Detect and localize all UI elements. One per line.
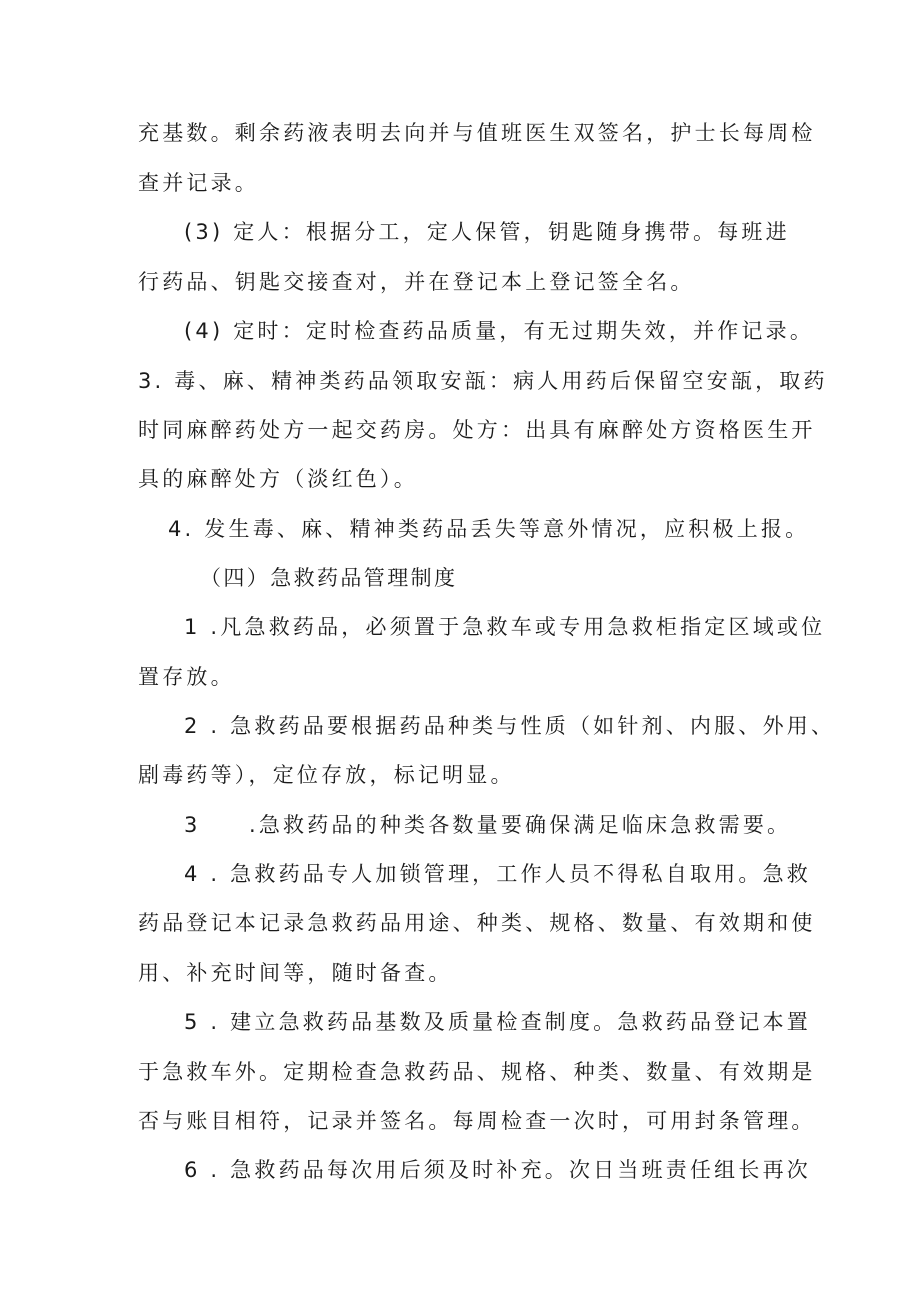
section-4-text: 4. 发生毒、麻、精神类药品丢失等意外情况，应积极上报。 bbox=[168, 517, 810, 541]
body-text-line: 具的麻醉处方（淡红色）。 bbox=[138, 467, 418, 491]
body-text-line: 行药品、钥匙交接查对，并在登记本上登记签全名。 bbox=[138, 270, 695, 294]
list-item-4-text: (4) 定时：定时检查药品质量，有无过期失效，并作记录。 bbox=[184, 319, 815, 343]
body-text-line: 否与账目相符，记录并签名。每周检查一次时，可用封条管理。 bbox=[138, 1109, 816, 1133]
body-text-line: 药品登记本记录急救药品用途、种类、规格、数量、有效期和使 bbox=[138, 911, 816, 935]
rule-item-5: 5 . 建立急救药品基数及质量检查制度。急救药品登记本置 bbox=[184, 1010, 811, 1034]
body-text-line: 查并记录。 bbox=[138, 171, 259, 195]
section-3-text: 3. 毒、麻、精神类药品领取安瓿：病人用药后保留空安瓿，取药 bbox=[138, 369, 828, 393]
rule-item-2: 2 . 急救药品要根据药品种类与性质（如针剂、内服、外用、 bbox=[184, 714, 836, 738]
rule-item-6: 6 . 急救药品每次用后须及时补充。次日当班责任组长再次 bbox=[184, 1158, 811, 1182]
rule-item-3: 3 .急救药品的种类各数量要确保满足临床急救需要。 bbox=[184, 813, 792, 837]
body-text-line: 时同麻醉药处方一起交药房。处方：出具有麻醉处方资格医生开 bbox=[138, 418, 816, 442]
section-heading: （四）急救药品管理制度 bbox=[200, 566, 458, 590]
body-text-line: 置存放。 bbox=[138, 665, 235, 689]
body-text-line: 充基数。剩余药液表明去向并与值班医生双签名，护士长每周检 bbox=[138, 121, 816, 145]
body-text-line: 剧毒药等），定位存放，标记明显。 bbox=[138, 763, 515, 787]
rule-item-4: 4 . 急救药品专人加锁管理，工作人员不得私自取用。急救 bbox=[184, 862, 811, 886]
body-text-line: 用、补充时间等，随时备查。 bbox=[138, 961, 453, 985]
rule-item-1: 1 .凡急救药品，必须置于急救车或专用急救柜指定区域或位 bbox=[184, 615, 826, 639]
list-item-3-text: (3) 定人：根据分工，定人保管，钥匙随身携带。每班进 bbox=[184, 220, 790, 244]
body-text-line: 于急救车外。定期检查急救药品、规格、种类、数量、有效期是 bbox=[138, 1060, 816, 1084]
